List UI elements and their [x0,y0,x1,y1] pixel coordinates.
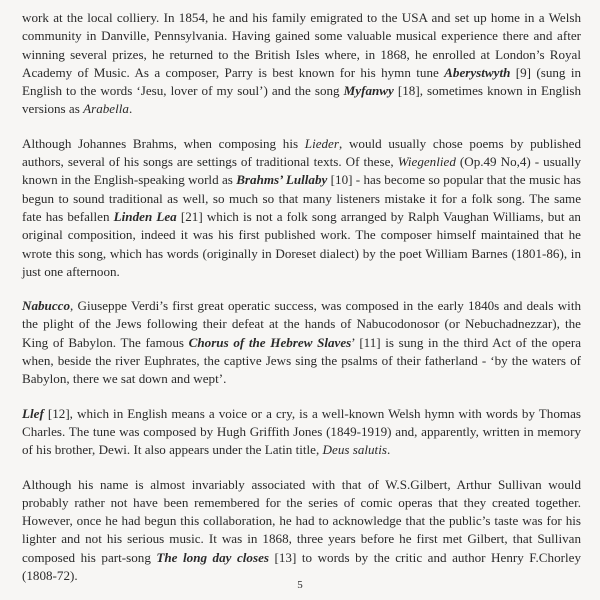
text-run: [9] (sung in English to the words ‘Jesu, lover of my soul’) and the song [22,64,582,99]
body-text [22,9,581,585]
italic-term: Deus salutis [322,442,387,458]
emphasized-title: The long day closes [156,549,269,565]
text-run: [21] which is not a folk song arranged by Ralph Vaughan Williams, but an original composition, indeed it was his first published work. The composer himself maintained that he wrote this song, which has words (originally in Doreset dialect) by the poet William Barnes (1801-86), in just one afternoon. [22,208,581,279]
text-run: , would usually chose poems by published authors, several of his songs are settings of traditional texts. Of these, [22,135,581,170]
emphasized-title: Nabucco [22,298,71,314]
text-run: work at the local colliery. In 1854, he and his family emigrated to the USA and set up home in a Welsh community in Danville, Pennsylvania. Having gained some valuable musical experience there and after winning several prizes, he returned to the British Isles where, in 1868, he enrolled at London’s Royal Academy of Music. As a composer, Parry is best known for his hymn tune [22,10,581,80]
paragraph [22,476,581,586]
emphasized-title: Brahms’ Lullaby [236,172,328,188]
text-run: . [386,442,391,458]
text-run: ’ [11] is sung in the third Act of the opera when, beside the river Euphrates, the captive Jews sing the psalms of their fatherland - ‘by the waters of Babylon, there we sat down and wept’. [22,334,582,387]
italic-term: Wiegenlied [397,154,456,170]
text-run: [12], which in English means a voice or a cry, is a well-known Welsh hymn with words by Thomas Charles. The tune was composed by Hugh Griffith Jones (1849-1919) and, apparently, written in memory of his brother, Dewi. It also appears under the Latin title, [22,405,581,458]
text-run: , Giuseppe Verdi’s first great operatic success, was composed in the early 1840s and deals with the plight of the Jews following their defeat at the hands of Nabucodonosor (or Nebuchadnezzar), the King of Babylon. The famous [22,298,581,350]
paragraph [22,135,581,281]
paragraph [22,297,581,388]
paragraph [22,405,581,460]
emphasized-title: Chorus of the Hebrew Slaves [188,334,352,350]
text-run: . [128,101,133,117]
emphasized-title: Llef [22,405,44,421]
page-number: 5 [297,579,303,591]
paragraph [22,9,581,119]
text-run: (Op.49 No,4) - usually known in the English-speaking world as [22,154,581,188]
text-run: Although his name is almost invariably associated with that of W.S.Gilbert, Arthur Sullivan would probably rather not have been remembered for the series of comic operas that they created together. However, once he had begun this collaboration, he had to acknowledge that the public’s taste was for his lighter and not his serious music. It was in 1868, three years before he first met Gilbert, that Sullivan composed his part-song [22,476,581,565]
emphasized-title: Linden Lea [113,208,177,224]
text-run: [13] to words by the critic and author Henry F.Chorley (1808-72). [22,549,581,584]
italic-term: Arabella [83,101,129,117]
text-run: Although Johannes Brahms, when composing his [22,135,305,151]
italic-term: Lieder [304,135,339,151]
text-run: [18], sometimes known in English versions as [22,83,581,117]
emphasized-title: Aberystwyth [444,64,511,80]
emphasized-title: Myfanwy [343,83,394,99]
text-run: [10] - has become so popular that the music has begun to sound traditional as well, so much so that many listeners mistake it for a folk song. The same fate has befallen [22,172,582,224]
